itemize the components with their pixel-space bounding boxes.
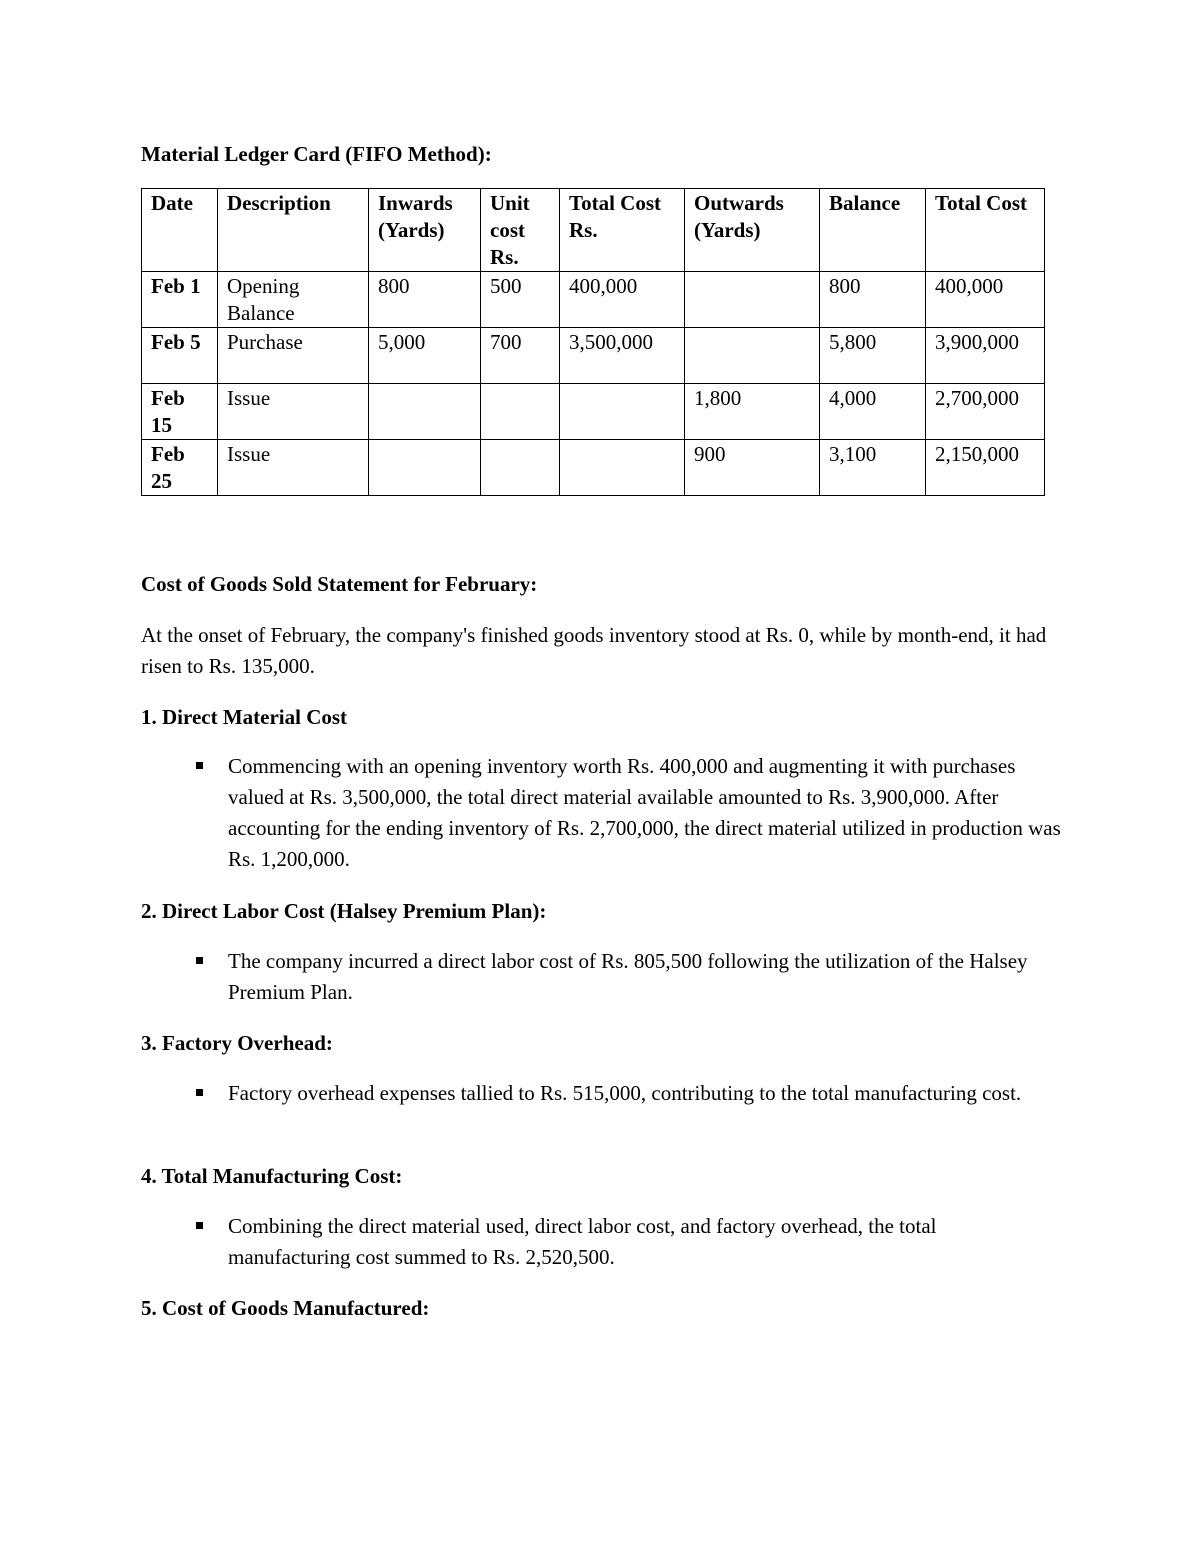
cell-balance: 5,800 [820,328,926,384]
ledger-header-row [142,189,1045,272]
square-bullet-icon [196,762,203,769]
cell-inwards [369,384,481,440]
cell-total-cost [560,384,685,440]
cell-date: Feb 5 [142,328,218,384]
header-balance: Balance [820,189,926,272]
header-balance-total-cost: Total Cost [926,189,1045,272]
cell-balance: 800 [820,272,926,328]
table-row [142,440,1045,496]
cell-description: Issue [218,440,369,496]
cell-date: Feb 25 [142,440,218,496]
cell-outwards: 1,800 [685,384,820,440]
square-bullet-icon [196,1222,203,1229]
ledger-table [141,188,1045,496]
section-heading-direct-labor: 2. Direct Labor Cost (Halsey Premium Plan): [141,899,547,923]
cell-inwards [369,440,481,496]
bullet-text: Commencing with an opening inventory worth Rs. 400,000 and augmenting it with purchases valued at Rs. 3,500,000, the total direct material available amounted to Rs. 3,900,000. After accounting for the ending inventory of Rs. 2,700,000, the direct material utilized in production was Rs. 1,200,000. [228,754,1061,871]
section-heading-total-manufacturing: 4. Total Manufacturing Cost: [141,1164,403,1188]
header-description: Description [218,189,369,272]
square-bullet-icon [196,957,203,964]
statement-intro: At the onset of February, the company's finished goods inventory stood at Rs. 0, while by month-end, it had risen to Rs. 135,000. [141,623,1047,678]
square-bullet-icon [196,1089,203,1096]
cell-date: Feb 1 [142,272,218,328]
statement-title: Cost of Goods Sold Statement for February: [141,572,538,596]
header-date: Date [142,189,218,272]
cell-unit-cost: 500 [481,272,560,328]
cell-balance-cost: 400,000 [926,272,1045,328]
cell-description: Purchase [218,328,369,384]
cell-unit-cost [481,440,560,496]
cell-outwards: 900 [685,440,820,496]
bullet-text: The company incurred a direct labor cost of Rs. 805,500 following the utilization of the Halsey Premium Plan. [228,949,1028,1004]
cell-outwards [685,328,820,384]
cell-balance: 3,100 [820,440,926,496]
cell-balance: 4,000 [820,384,926,440]
cell-balance-cost: 3,900,000 [926,328,1045,384]
cell-total-cost: 400,000 [560,272,685,328]
cell-description: Opening Balance [218,272,369,328]
section-heading-cost-of-goods-manufactured: 5. Cost of Goods Manufactured: [141,1296,430,1320]
cell-date: Feb 15 [142,384,218,440]
cell-outwards [685,272,820,328]
cell-balance-cost: 2,150,000 [926,440,1045,496]
cell-inwards: 800 [369,272,481,328]
bullet-text: Factory overhead expenses tallied to Rs. 515,000, contributing to the total manufacturing cost. [228,1081,1022,1105]
header-inwards: Inwards (Yards) [369,189,481,272]
header-unit-cost: Unit cost Rs. [481,189,560,272]
cell-total-cost: 3,500,000 [560,328,685,384]
header-total-cost: Total Cost Rs. [560,189,685,272]
section-heading-direct-material: 1. Direct Material Cost [141,705,348,729]
cell-balance-cost: 2,700,000 [926,384,1045,440]
table-row [142,272,1045,328]
cell-unit-cost [481,384,560,440]
cell-description: Issue [218,384,369,440]
header-outwards: Outwards (Yards) [685,189,820,272]
section-heading-factory-overhead: 3. Factory Overhead: [141,1031,333,1055]
cell-inwards: 5,000 [369,328,481,384]
table-row [142,328,1045,384]
table-row [142,384,1045,440]
cell-unit-cost: 700 [481,328,560,384]
bullet-text: Combining the direct material used, direct labor cost, and factory overhead, the total manufacturing cost summed to Rs. 2,520,500. [228,1214,937,1269]
cell-total-cost [560,440,685,496]
ledger-title: Material Ledger Card (FIFO Method): [141,142,492,166]
